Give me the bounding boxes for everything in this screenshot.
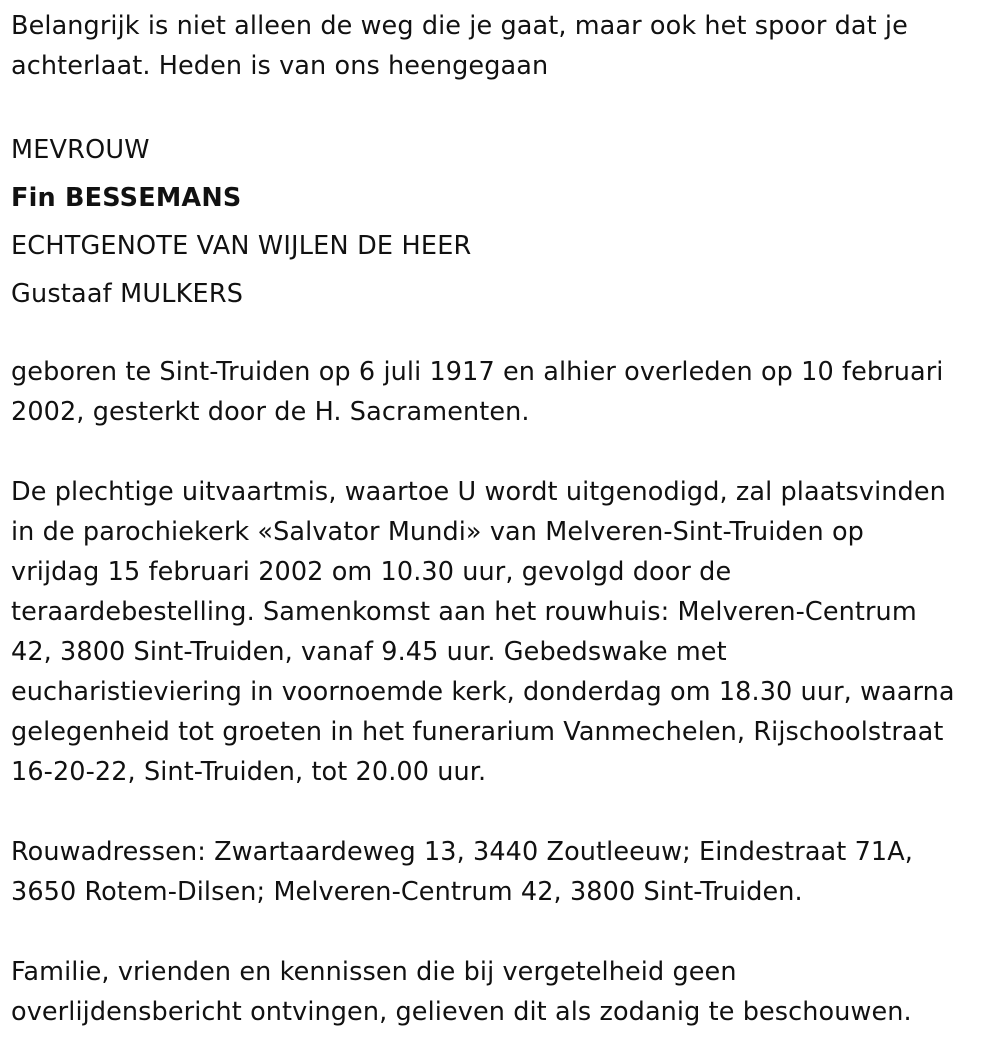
closing-text: Familie, vrienden en kennissen die bij vergetelheid geen overlijdensbericht ontvingen, gelieven dit als zodanig te beschouwen. [11,957,912,1027]
mourning-addresses-text: Rouwadressen: Zwartaardeweg 13, 3440 Zoutleeuw; Eindestraat 71A, 3650 Rotem-Dilsen; Melveren-Centrum 42, 3800 Sint-Truiden. [11,837,913,907]
salutation: MEVROUW [11,135,150,165]
spacer [11,792,1000,832]
spouse-title: ECHTGENOTE VAN WIJLEN DE HEER [11,231,472,261]
spacer [11,318,1000,352]
spacer [11,86,1000,126]
spouse-name: Gustaaf MULKERS [11,279,244,309]
spacer [11,912,1000,952]
spacer [11,432,1000,472]
birth-death-text: geboren te Sint-Truiden op 6 juli 1917 en alhier overleden op 10 februari 2002, gesterkt door de H. Sacramenten. [11,357,944,427]
intro-text: Belangrijk is niet alleen de weg die je gaat, maar ook het spoor dat je achterlaat. Heden is van ons heengegaan [11,11,908,81]
deceased-name: Fin BESSEMANS [11,183,242,213]
funeral-text: De plechtige uitvaartmis, waartoe U wordt uitgenodigd, zal plaatsvinden in de parochiekerk «Salvator Mundi» van Melveren-Sint-Truiden op vrijdag 15 februari 2002 om 10.30 uur, gevolgd door de teraardebestelling. Samenkomst aan het rouwhuis: Melveren-Centrum 42, 3800 Sint-Truiden, vanaf 9.45 uur. Gebedswake met eucharistieviering in voornoemde kerk, donderdag om 18.30 uur, waarna gelegenheid tot groeten in het funerarium Vanmechelen, Rijschoolstraat 16-20-22, Sint-Truiden, tot 20.00 uur. [11,477,955,787]
